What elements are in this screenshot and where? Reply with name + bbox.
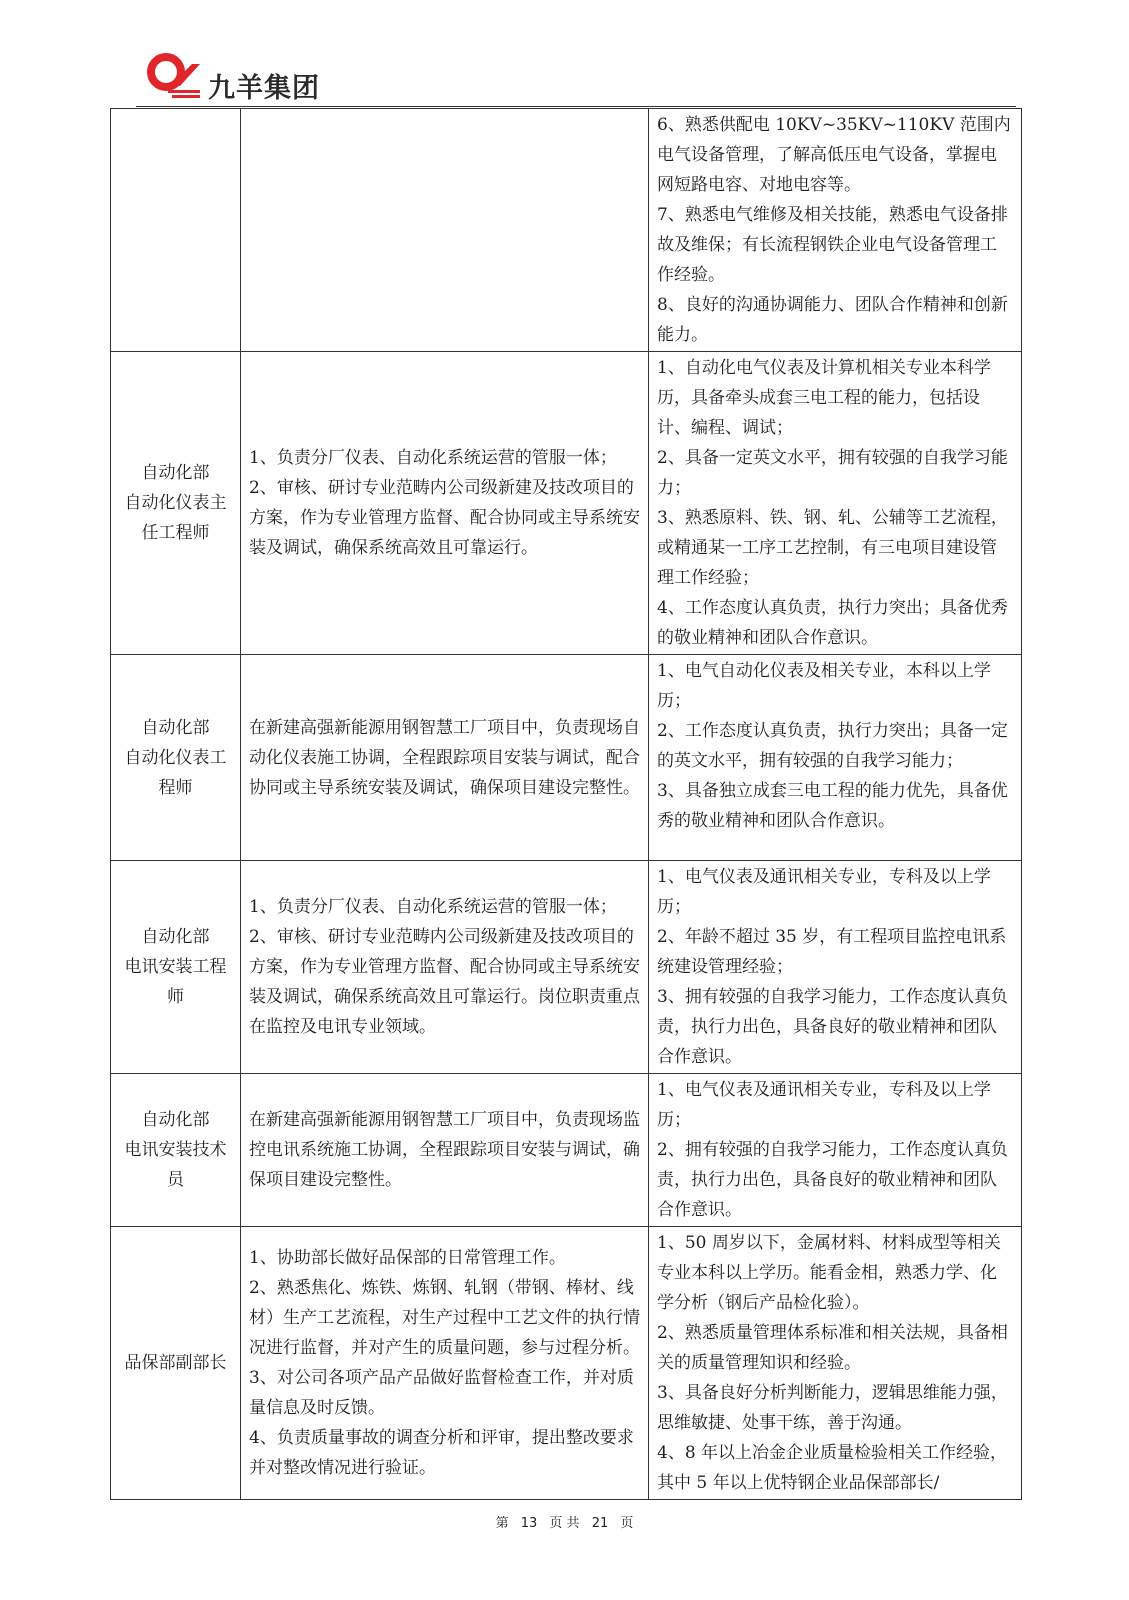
requirement-item: 3、具备良好分析判断能力，逻辑思维能力强，思维敏捷、处事干练，善于沟通。 (657, 1383, 1008, 1433)
duties-cell (241, 1074, 649, 1227)
duties-cell (241, 352, 649, 655)
requirement-item: 2、年龄不超过 35 岁，有工程项目监控电讯系统建设管理经验； (657, 927, 1007, 977)
position-cell (111, 861, 241, 1074)
page-mid: 页 共 (549, 1516, 580, 1531)
requirements-cell (649, 655, 1022, 861)
requirement-item: 2、具备一定英文水平，拥有较强的自我学习能力； (657, 448, 1008, 498)
table-row (111, 109, 1022, 352)
requirement-item: 1、电气仪表及通讯相关专业，专科及以上学历； (657, 1080, 991, 1130)
requirement-item: 3、具备独立成套三电工程的能力优先，具备优秀的敬业精神和团队合作意识。 (657, 781, 1008, 831)
table-row (111, 352, 1022, 655)
requirements-cell (649, 861, 1022, 1074)
duty-item: 2、审核、研讨专业范畴内公司级新建及技改项目的方案，作为专业管理方监督、配合协同或主导系统安装及调试，确保系统高效且可靠运行。岗位职责重点在监控及电讯专业领域。 (249, 927, 640, 1037)
header-divider (136, 106, 1016, 107)
logo-mark-icon (142, 52, 204, 102)
page-prefix: 第 (495, 1516, 509, 1531)
position-cell (111, 352, 241, 655)
requirement-item: 1、自动化电气仪表及计算机相关专业本科学历，具备牵头成套三电工程的能力，包括设计、编程、调试； (657, 358, 991, 438)
page-header (136, 46, 1016, 108)
table-row (111, 655, 1022, 861)
requirement-item: 3、熟悉原料、铁、钢、轧、公辅等工艺流程，或精通某一工序工艺控制，有三电项目建设管理工作经验； (657, 508, 1008, 588)
duty-item: 在新建高强新能源用钢智慧工厂项目中，负责现场自动化仪表施工协调，全程跟踪项目安装与调试，配合协同或主导系统安装及调试，确保项目建设完整性。 (249, 717, 640, 798)
department-name: 自动化部 (141, 927, 210, 947)
table-row (111, 1227, 1022, 1500)
position-title: 电讯安装技术员 (124, 1140, 227, 1190)
brand-logo (142, 52, 342, 102)
requirement-item: 2、工作态度认真负责，执行力突出；具备一定的英文水平，拥有较强的自我学习能力； (657, 721, 1008, 771)
requirement-item: 2、熟悉质量管理体系标准和相关法规，具备相关的质量管理知识和经验。 (657, 1323, 1008, 1373)
requirement-item: 4、工作态度认真负责，执行力突出；具备优秀的敬业精神和团队合作意识。 (657, 598, 1008, 648)
position-cell (111, 109, 241, 352)
duty-item: 1、负责分厂仪表、自动化系统运营的管服一体； (249, 448, 617, 468)
table-row (111, 861, 1022, 1074)
position-cell (111, 655, 241, 861)
duty-item: 在新建高强新能源用钢智慧工厂项目中，负责现场监控电讯系统施工协调，全程跟踪项目安装与调试，确保项目建设完整性。 (249, 1110, 640, 1190)
duties-cell (241, 1227, 649, 1500)
requirement-item: 7、熟悉电气维修及相关技能，熟悉电气设备排故及维保；有长流程钢铁企业电气设备管理工作经验。 (657, 205, 1008, 285)
duty-item: 1、协助部长做好品保部的日常管理工作。 (249, 1248, 566, 1268)
requirement-item: 3、拥有较强的自我学习能力，工作态度认真负责，执行力出色，具备良好的敬业精神和团队合作意识。 (657, 987, 1008, 1067)
page-total: 21 (591, 1516, 609, 1531)
page-suffix: 页 (620, 1516, 634, 1531)
requirement-item: 2、拥有较强的自我学习能力，工作态度认真负责，执行力出色，具备良好的敬业精神和团队合作意识。 (657, 1140, 1008, 1220)
requirements-cell (649, 1227, 1022, 1500)
duty-item: 2、审核、研讨专业范畴内公司级新建及技改项目的方案，作为专业管理方监督、配合协同或主导系统安装及调试，确保系统高效且可靠运行。 (249, 478, 640, 558)
duty-item: 2、熟悉焦化、炼铁、炼钢、轧钢（带钢、棒材、线材）生产工艺流程，对生产过程中工艺文件的执行情况进行监督，并对产生的质量问题，参与过程分析。 (249, 1278, 640, 1358)
requirement-item: 8、良好的沟通协调能力、团队合作精神和创新能力。 (657, 295, 1008, 345)
requirements-cell (649, 109, 1022, 352)
duties-cell (241, 655, 649, 861)
page-current: 13 (520, 1516, 538, 1531)
duty-item: 1、负责分厂仪表、自动化系统运营的管服一体； (249, 897, 617, 917)
position-cell (111, 1227, 241, 1500)
duty-item: 4、负责质量事故的调查分析和评审，提出整改要求并对整改情况进行验证。 (249, 1428, 634, 1478)
position-title: 自动化仪表工程师 (124, 747, 227, 798)
brand-name: 九羊集团 (208, 73, 320, 104)
position-cell (111, 1074, 241, 1227)
requirements-cell (649, 1074, 1022, 1227)
requirement-item: 1、50 周岁以下，金属材料、材料成型等相关专业本科以上学历。能看金相，熟悉力学、化学分析（钢后产品检化验）。 (657, 1233, 1001, 1313)
department-name: 自动化部 (141, 1110, 210, 1130)
table-row (111, 1074, 1022, 1227)
duties-cell (241, 109, 649, 352)
page-footer (0, 1512, 1129, 1531)
department-name: 自动化部 (141, 717, 210, 738)
position-title: 电讯安装工程师 (124, 957, 227, 1007)
job-requirements-table (110, 108, 1022, 1500)
position-title: 品保部副部长 (124, 1353, 227, 1373)
department-name: 自动化部 (141, 463, 210, 483)
requirements-cell (649, 352, 1022, 655)
requirement-item: 1、电气自动化仪表及相关专业，本科以上学历； (657, 661, 991, 711)
position-title: 自动化仪表主任工程师 (124, 493, 227, 543)
requirement-item: 1、电气仪表及通讯相关专业，专科及以上学历； (657, 867, 991, 917)
requirement-item: 6、熟悉供配电 10KV~35KV~110KV 范围内电气设备管理，了解高低压电气设备，掌握电网短路电容、对地电容等。 (657, 115, 1011, 195)
duties-cell (241, 861, 649, 1074)
requirement-item: 4、8 年以上冶金企业质量检验相关工作经验，其中 5 年以上优特钢企业品保部部长/ (657, 1443, 1008, 1493)
duty-item: 3、对公司各项产品产品做好监督检查工作，并对质量信息及时反馈。 (249, 1368, 634, 1418)
